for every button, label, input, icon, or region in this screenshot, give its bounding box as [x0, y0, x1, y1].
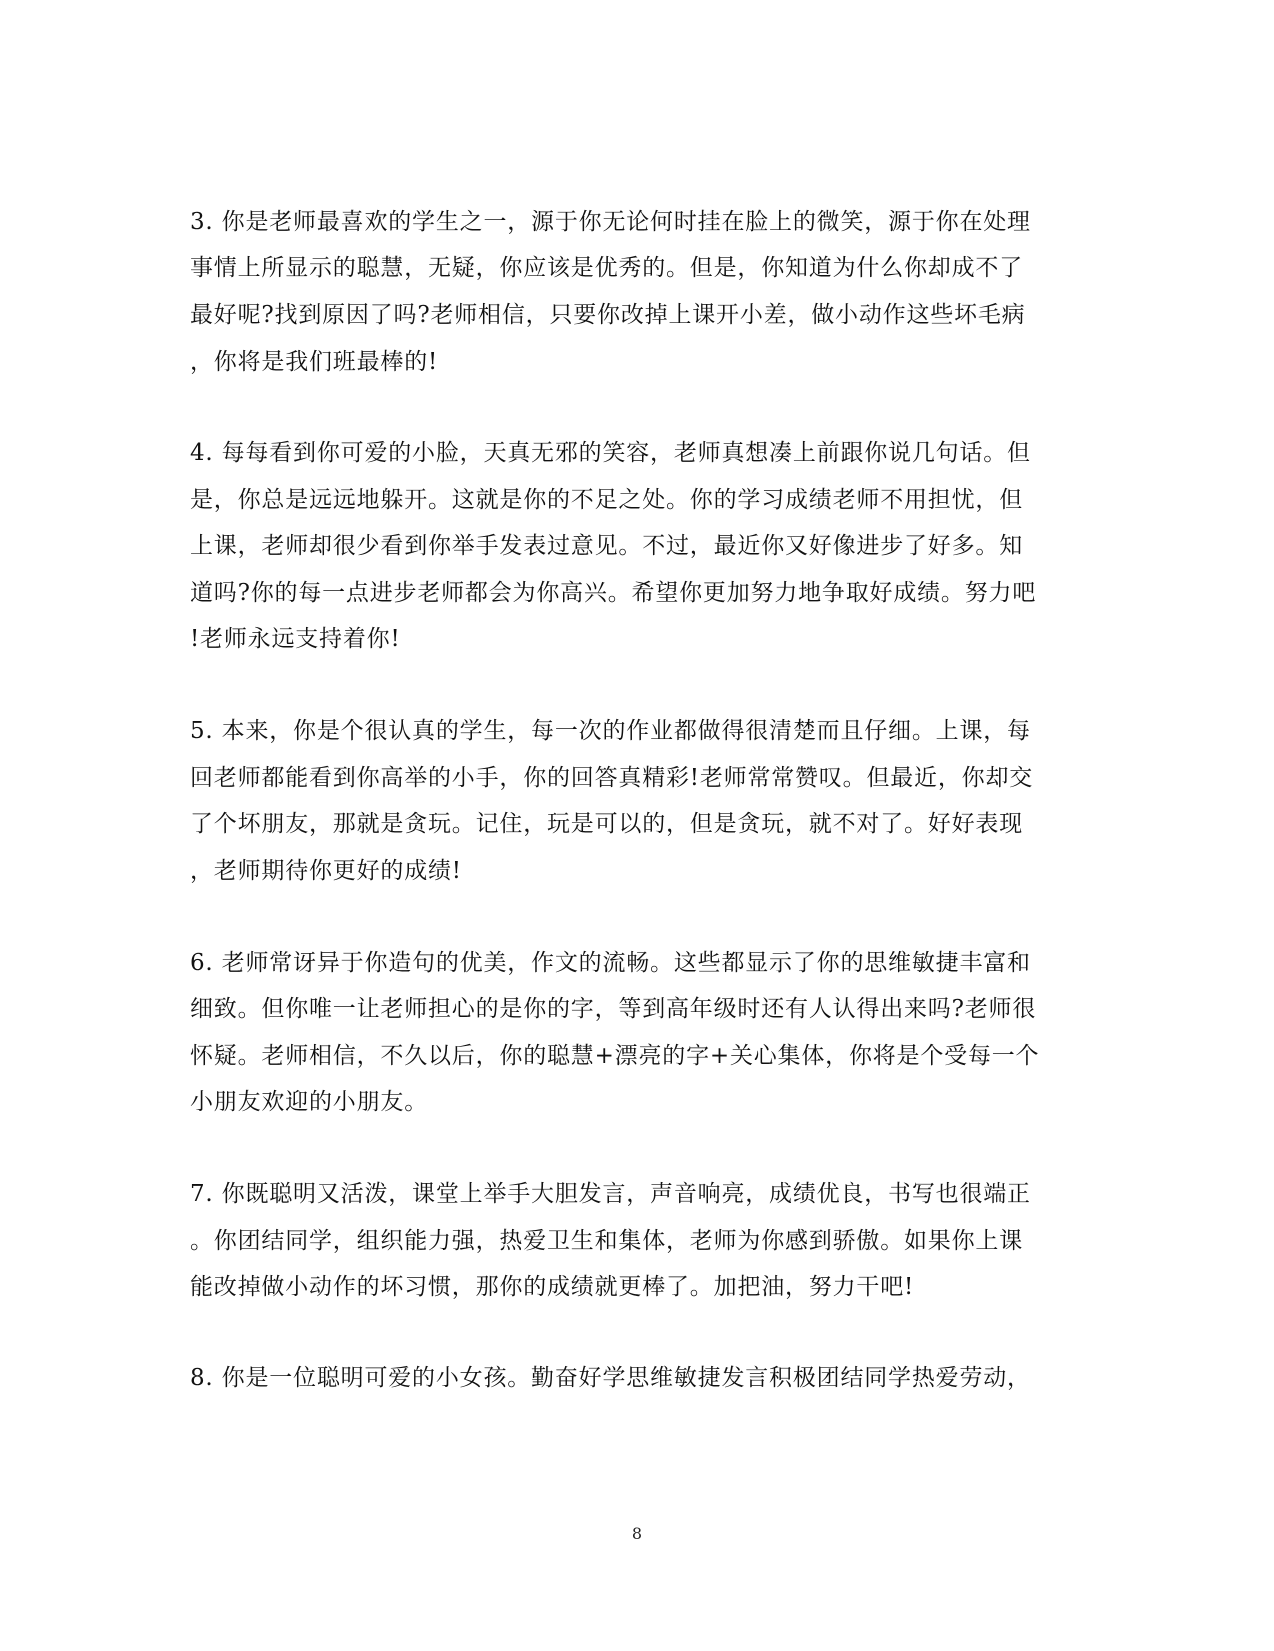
paragraph-line: 上课，老师却很少看到你举手发表过意见。不过，最近你又好像进步了好多。知	[190, 533, 1023, 559]
paragraph-line: 细致。但你唯一让老师担心的是你的字，等到高年级时还有人认得出来吗?老师很	[190, 996, 1037, 1022]
paragraph-line: 能改掉做小动作的坏习惯，那你的成绩就更棒了。加把油，努力干吧!	[190, 1274, 915, 1300]
paragraph-line: 回老师都能看到你高举的小手，你的回答真精彩!老师常常赞叹。但最近，你却交	[190, 765, 1034, 791]
page-number: 8	[631, 1524, 643, 1543]
paragraph-line: 怀疑。老师相信，不久以后，你的聪慧+漂亮的字+关心集体，你将是个受每一个	[190, 1043, 1040, 1069]
paragraph-line: 6. 老师常讶异于你造句的优美，作文的流畅。这些都显示了你的思维敏捷丰富和	[190, 950, 1031, 976]
paragraph-line: 4. 每每看到你可爱的小脸，天真无邪的笑容，老师真想凑上前跟你说几句话。但	[190, 440, 1031, 466]
paragraph-line: 了个坏朋友，那就是贪玩。记住，玩是可以的，但是贪玩，就不对了。好好表现	[190, 811, 1023, 837]
paragraph-line: 最好呢?找到原因了吗?老师相信，只要你改掉上课开小差，做小动作这些坏毛病	[190, 302, 1026, 328]
paragraph-line: ，老师期待你更好的成绩!	[190, 858, 462, 884]
paragraph-line: 8. 你是一位聪明可爱的小女孩。勤奋好学思维敏捷发言积极团结同学热爱劳动，	[190, 1365, 1031, 1391]
paragraph-line: 是，你总是远远地躲开。这就是你的不足之处。你的学习成绩老师不用担忧，但	[190, 487, 1023, 513]
paragraph-line: 。你团结同学，组织能力强，热爱卫生和集体，老师为你感到骄傲。如果你上课	[190, 1228, 1023, 1254]
paragraph-line: 5. 本来，你是个很认真的学生，每一次的作业都做得很清楚而且仔细。上课，每	[190, 718, 1031, 744]
paragraph-line: 3. 你是老师最喜欢的学生之一，源于你无论何时挂在脸上的微笑，源于你在处理	[190, 209, 1031, 235]
paragraph-line: 事情上所显示的聪慧，无疑，你应该是优秀的。但是，你知道为什么你却成不了	[190, 255, 1023, 281]
paragraph-line: 小朋友欢迎的小朋友。	[190, 1089, 428, 1115]
paragraph-line: !老师永远支持着你!	[190, 626, 401, 652]
paragraph-line: 7. 你既聪明又活泼，课堂上举手大胆发言，声音响亮，成绩优良，书写也很端正	[190, 1181, 1031, 1207]
paragraph-line: ，你将是我们班最棒的!	[190, 349, 439, 375]
paragraph-line: 道吗?你的每一点进步老师都会为你高兴。希望你更加努力地争取好成绩。努力吧	[190, 580, 1037, 606]
